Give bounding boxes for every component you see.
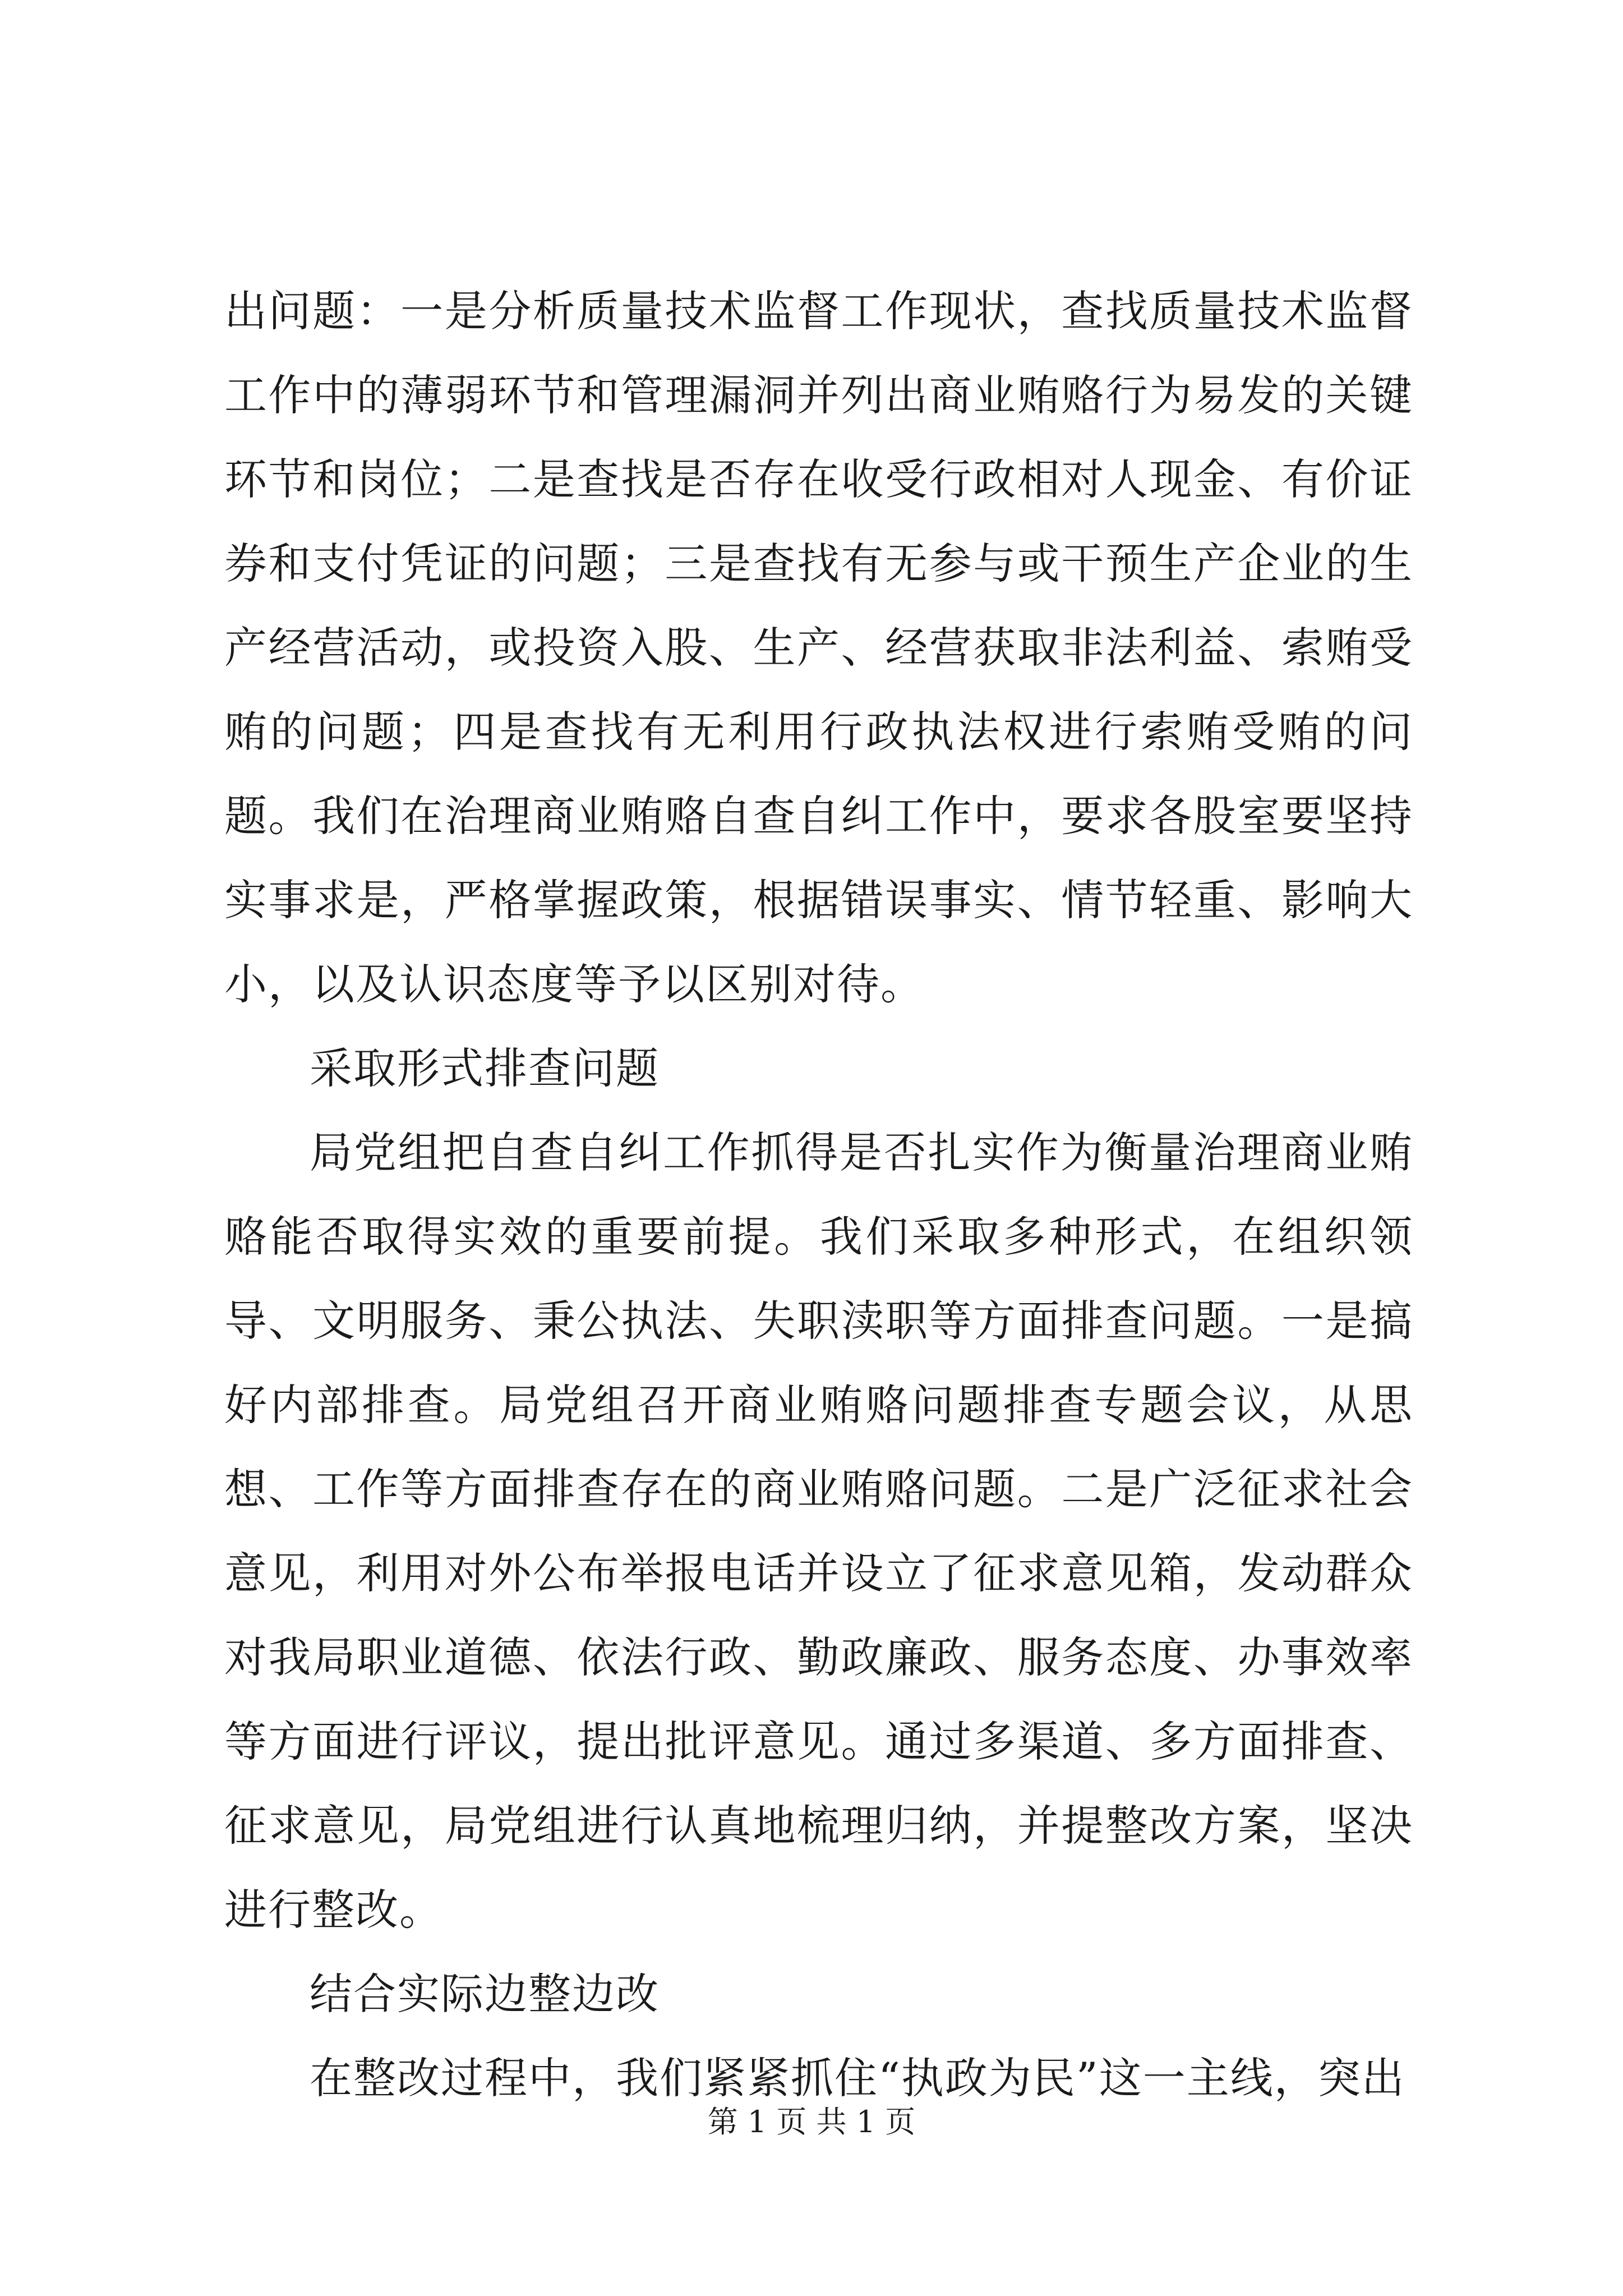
- section-heading-1: 采取形式排查问题: [310, 1043, 660, 1093]
- paragraph-3: 在整改过程中，我们紧紧抓住“执政为民”这一主线，突出: [310, 2053, 1405, 2103]
- page-footer: 第 1 页 共 1 页: [707, 2104, 916, 2139]
- paragraph-2: 局党组把自查自纠工作抓得是否扎实作为衡量治理商业贿赂能否取得实效的重要前提。我们采取多种形式，在组织领导、文明服务、秉公执法、失职渎职等方面排查问题。一是搞好内部排查。局党组召开商业贿赂问题排查专题会议，从思想、工作等方面排查存在的商业贿赂问题。二是广泛征求社会意见，利用对外公布举报电话并设立了征求意见箱，发动群众对我局职业道德、依法行政、勤政廉政、服务态度、办事效率等方面进行评议，提出批评意见。通过多渠道、多方面排查、征求意见，局党组进行认真地梳理归纳，并提整改方案，坚决进行整改。: [224, 1128, 1413, 1935]
- paragraph-1: 出问题：一是分析质量技术监督工作现状，查找质量技术监督工作中的薄弱环节和管理漏洞并列出商业贿赂行为易发的关键环节和岗位；二是查找是否存在收受行政相对人现金、有价证券和支付凭证的问题；三是查找有无参与或干预生产企业的生产经营活动，或投资入股、生产、经营获取非法利益、索贿受贿的问题；四是查找有无利用行政执法权进行索贿受贿的问题。我们在治理商业贿赂自查自纠工作中，要求各股室要坚持实事求是，严格掌握政策，根据错误事实、情节轻重、影响大小，以及认识态度等予以区别对待。: [224, 286, 1413, 1009]
- section-heading-2: 结合实际边整边改: [310, 1969, 660, 2019]
- document-body: [224, 269, 1413, 2120]
